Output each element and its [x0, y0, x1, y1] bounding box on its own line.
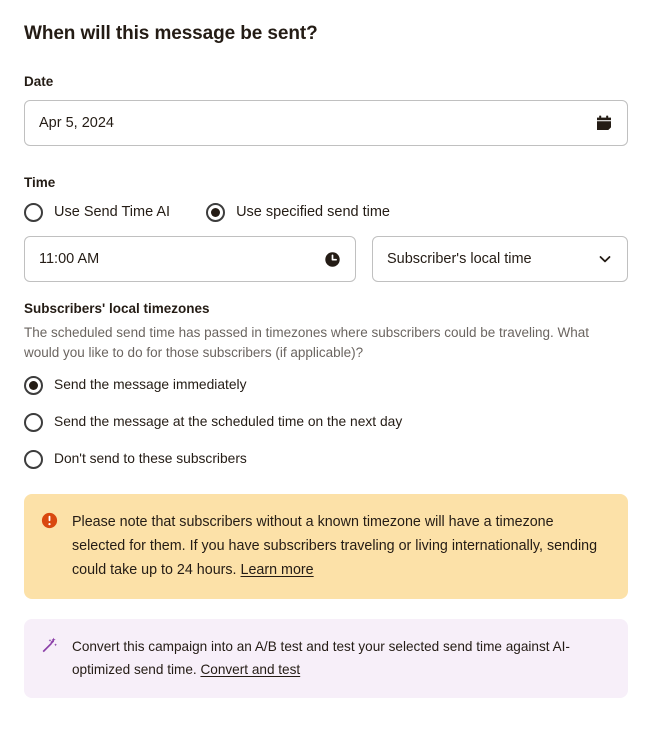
- radio-option-send-time-ai[interactable]: [24, 202, 170, 222]
- page-title: When will this message be sent?: [24, 23, 318, 44]
- chevron-down-icon[interactable]: [597, 251, 613, 267]
- subscribers-timezones-description: The scheduled send time has passed in timezones where subscribers could be traveling. What would you like to do for those subscribers (if applicable)?: [24, 325, 590, 360]
- magic-wand-icon: [40, 635, 58, 681]
- subscribers-timezones-title: Subscribers' local timezones: [24, 301, 210, 316]
- time-input[interactable]: [24, 236, 356, 282]
- subscribers-timezones-section: [24, 299, 628, 469]
- date-field-group: [24, 73, 628, 146]
- calendar-icon[interactable]: [596, 115, 613, 132]
- clock-icon[interactable]: [324, 251, 341, 268]
- timezone-select-value: Subscriber's local time: [387, 251, 532, 267]
- date-label: Date: [24, 74, 54, 89]
- promo-banner-message: Convert this campaign into an A/B test and test your selected send time against AI-optimized send time.: [72, 639, 570, 677]
- radio-indicator: [24, 413, 43, 432]
- radio-indicator: [24, 376, 43, 395]
- warning-banner-message: Please note that subscribers without a known timezone will have a timezone selected for them. If you have subscribers traveling or living internationally, sending could take up to 24 hours.: [72, 514, 598, 578]
- timezone-behavior-radio-group: [24, 375, 628, 469]
- learn-more-link[interactable]: Learn more: [240, 562, 314, 578]
- date-input[interactable]: [24, 100, 628, 146]
- time-controls: [24, 236, 628, 282]
- radio-label: Send the message at the scheduled time on the next day: [54, 414, 403, 429]
- send-time-mode-radio-group: [24, 202, 628, 222]
- warning-banner-text: [72, 510, 610, 582]
- date-input-value: Apr 5, 2024: [39, 115, 114, 131]
- timezone-warning-banner: [24, 494, 628, 599]
- radio-indicator: [24, 450, 43, 469]
- time-field-group: [24, 174, 628, 282]
- convert-and-test-link[interactable]: Convert and test: [200, 662, 301, 677]
- timezone-select[interactable]: [372, 236, 628, 282]
- alert-circle-icon: [40, 510, 58, 582]
- radio-label: Send the message immediately: [54, 377, 247, 392]
- radio-label: Use Send Time AI: [54, 204, 171, 220]
- time-input-value: 11:00 AM: [39, 251, 100, 267]
- radio-option-specified-send-time[interactable]: [206, 202, 390, 222]
- radio-option-dont-send[interactable]: [24, 449, 628, 469]
- promo-banner-text: [72, 635, 610, 681]
- radio-indicator: [206, 203, 225, 222]
- radio-option-send-immediately[interactable]: [24, 375, 628, 395]
- time-label: Time: [24, 175, 56, 190]
- radio-label: Don't send to these subscribers: [54, 451, 247, 466]
- radio-label: Use specified send time: [236, 204, 390, 220]
- radio-option-send-next-day[interactable]: [24, 412, 628, 432]
- ab-test-promo-banner: [24, 619, 628, 698]
- radio-indicator: [24, 203, 43, 222]
